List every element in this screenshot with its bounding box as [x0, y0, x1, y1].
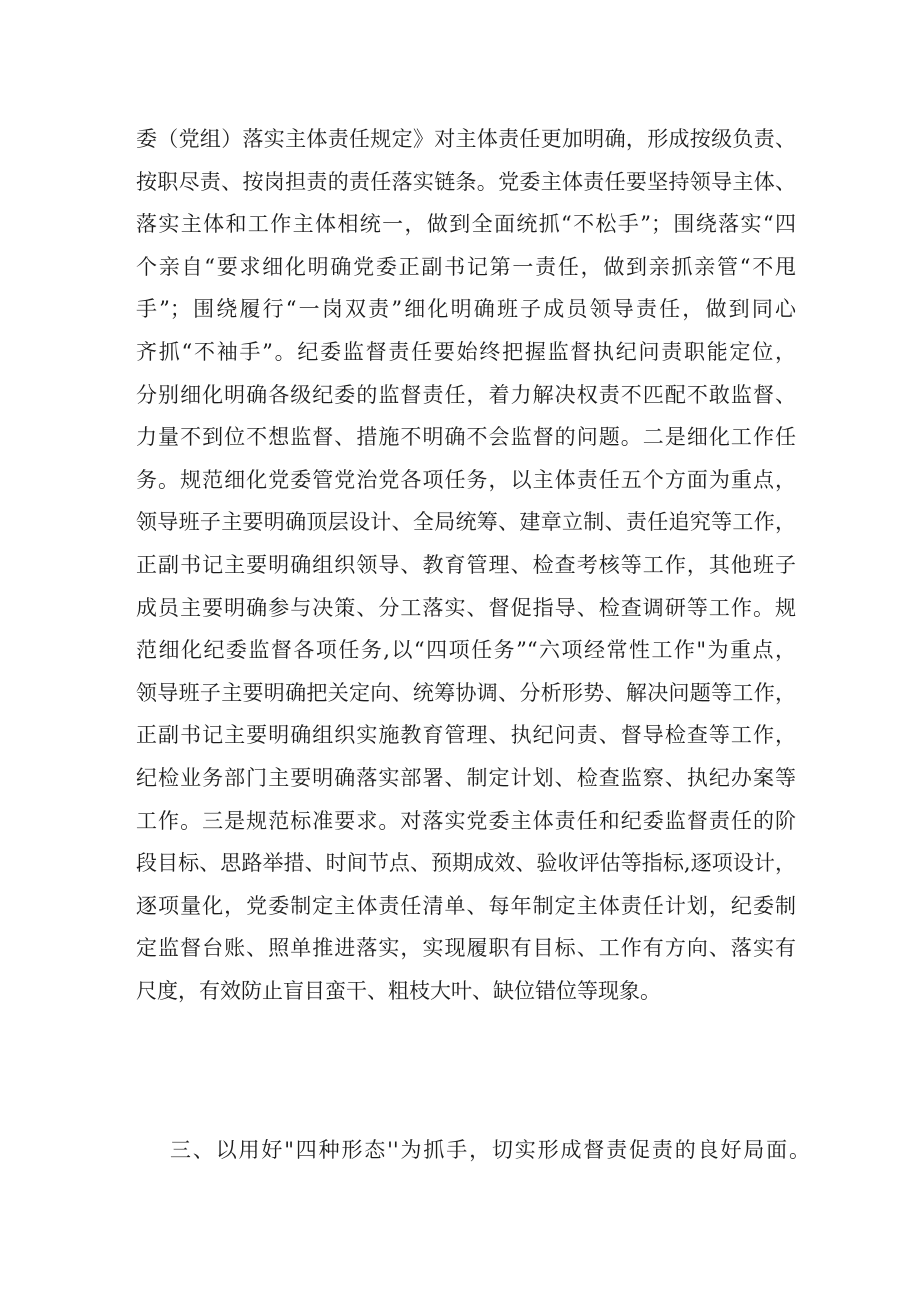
paragraph-line: 分别细化明确各级纪委的监督责任，着力解决权责不匹配不敢监督、 — [136, 382, 796, 407]
paragraph-line: 领导班子主要明确顶层设计、全局统筹、建章立制、责任追究等工作， — [136, 510, 796, 535]
paragraph-line: 个亲自“要求细化明确党委正副书记第一责任，做到亲抓亲管“不甩 — [136, 254, 796, 279]
paragraph-line: 段目标、思路举措、时间节点、预期成效、验收评估等指标,逐项设计， — [136, 851, 796, 876]
paragraph-line: 务。规范细化党委管党治党各项任务，以主体责任五个方面为重点， — [136, 467, 796, 492]
paragraph-line: 工作。三是规范标准要求。对落实党委主体责任和纪委监督责任的阶 — [136, 808, 796, 833]
paragraph-line: 定监督台账、照单推进落实，实现履职有目标、工作有方向、落实有 — [136, 936, 796, 961]
paragraph-line: 正副书记主要明确组织领导、教育管理、检查考核等工作，其他班子 — [136, 552, 796, 577]
paragraph-line: 纪检业务部门主要明确落实部署、制定计划、检查监察、执纪办案等 — [136, 765, 796, 790]
paragraph-line: 范细化纪委监督各项任务,以“四项任务”“六项经常性工作"为重点， — [136, 638, 796, 663]
paragraph-line: 正副书记主要明确组织实施教育管理、执纪问责、督导检查等工作， — [136, 723, 796, 748]
paragraph-line: 落实主体和工作主体相统一，做到全面统抓“不松手”；围绕落实“四 — [136, 212, 796, 237]
paragraph-line: 齐抓“不袖手”。纪委监督责任要始终把握监督执纪问责职能定位， — [136, 339, 796, 364]
paragraph-line: 手”；围绕履行“一岗双责”细化明确班子成员领导责任，做到同心 — [136, 297, 796, 322]
section-heading: 三、以用好"四种形态''为抓手，切实形成督责促责的良好局面。 — [170, 1138, 810, 1162]
paragraph-line: 尺度，有效防止盲目蛮干、粗枝大叶、缺位错位等现象。 — [136, 978, 661, 1003]
paragraph-line: 委（党组）落实主体责任规定》对主体责任更加明确，形成按级负责、 — [136, 127, 796, 151]
paragraph-line: 力量不到位不想监督、措施不明确不会监督的问题。二是细化工作任 — [136, 425, 796, 450]
paragraph-line: 成员主要明确参与决策、分工落实、督促指导、检查调研等工作。规 — [136, 595, 796, 620]
paragraph-line: 领导班子主要明确把关定向、统筹协调、分析形势、解决问题等工作， — [136, 680, 796, 705]
paragraph-line: 逐项量化，党委制定主体责任清单、每年制定主体责任计划，纪委制 — [136, 893, 796, 918]
body-paragraph — [136, 118, 796, 1012]
paragraph-line: 按职尽责、按岗担责的责任落实链条。党委主体责任要坚持领导主体、 — [136, 169, 796, 194]
